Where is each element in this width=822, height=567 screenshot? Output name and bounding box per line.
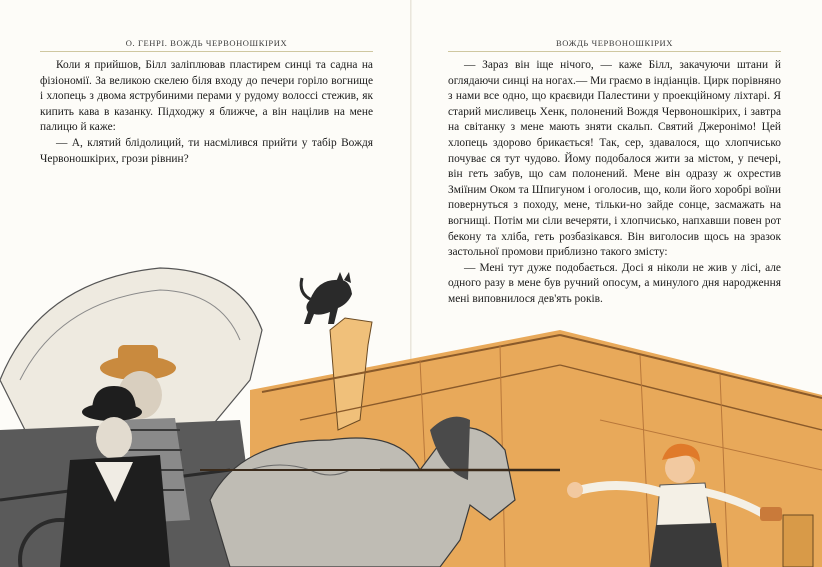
- paragraph: — Мені тут дуже подобається. Досі я ніколи не жив у лісі, але одного разу в мене був ручний опосум, а минулого дня народження мені виповнилося дев'ять років.: [448, 261, 781, 305]
- running-head-left: О. ГЕНРІ. ВОЖДЬ ЧЕРВОНОШКІРИХ: [125, 38, 288, 48]
- paragraph: — Зараз він іще нічого, — каже Білл, закачуючи штани й оглядаючи синці на ногах.— Ми граємо в індіанців. Цирк порівняно з нами все одно, що краєвиди Палестини у проекційному ліхтарі. Я старий мисливець Хенк, полонений Вождя Червоношкірих, і завтра на світанку з мене мають зняти скальп. Святий Джеронімо! Цей хлопець здорово брикається! Так, сер, здавалося, що хлопчисько почуває ся тут чудово. Йому подобалося жити за містом, у печері, він геть забув, що сам полонений. Мене він одразу ж охрестив Зміїним Оком та Шпигуном і оголосив, що, коли його хоробрі воїни повернуться з походу, мене, тільки-но зайде сонце, засмажать на вогнищі. Потім ми сіли вечеряти, і хлопчисько, напхавши повен рот бекону та хліба, геть розбазікався. Він виголосив щось на зразок застольної промови приблизно такого змісту:: [448, 59, 781, 259]
- running-head-right: ВОЖДЬ ЧЕРВОНОШКІРИХ: [555, 38, 674, 48]
- paragraph: — А, клятий блідолиций, ти насмілився прийти у табір Вождя Червоношкірих, грози рівнин?: [40, 136, 373, 165]
- paragraph: Коли я прийшов, Білл заліплював пластирем синці та садна на фізіономії. За великою скелею біля входу до печери горіло вогнище і хлопець з двома яструбиними перами у рудому волоссі стежив, як кипить кава в казанку. Підходжу я ближче, а він націлив на мене палицю й каже:: [40, 59, 373, 134]
- black-cat: [301, 272, 352, 324]
